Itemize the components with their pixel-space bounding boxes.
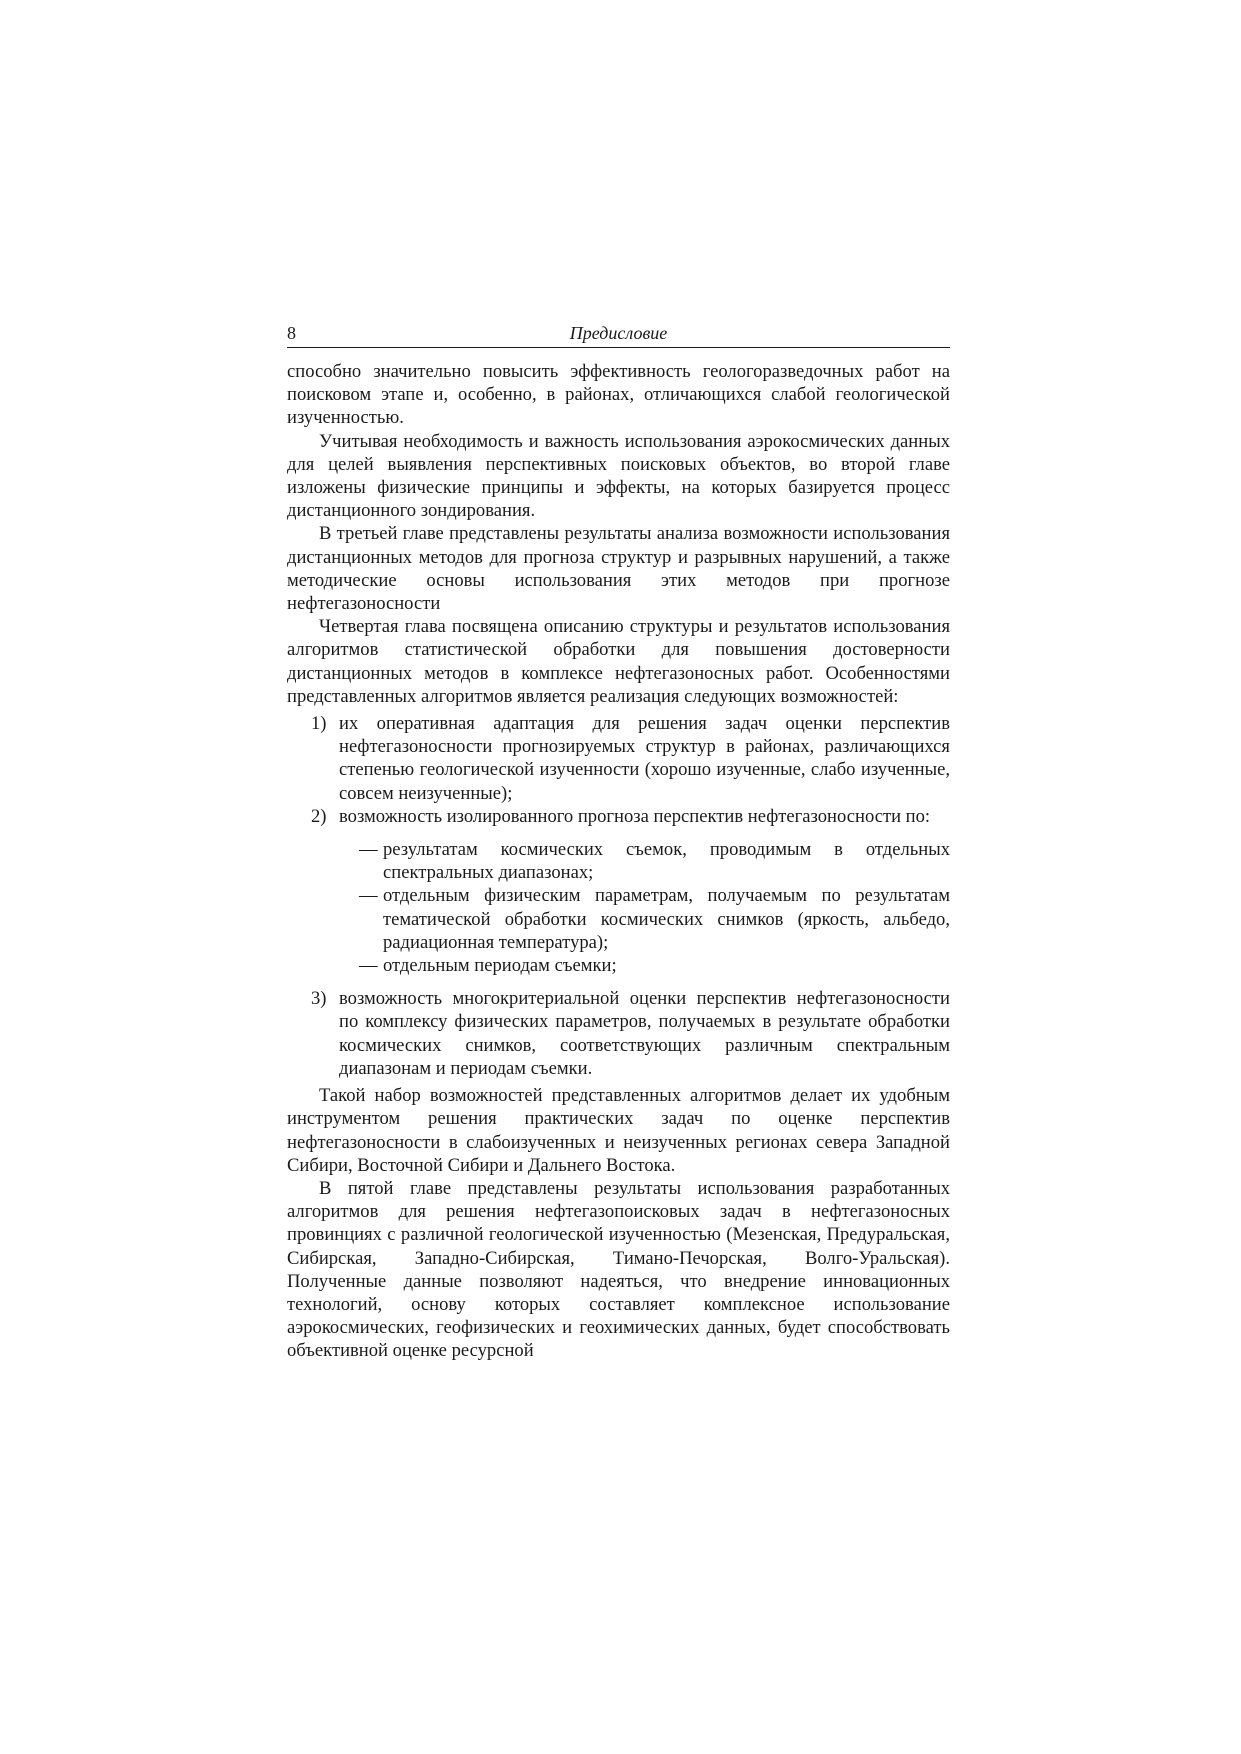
dash-list — [339, 838, 950, 977]
paragraph-2: Учитывая необходимость и важность использования аэрокосмических данных для целей выявления перспективных поисковых объектов, во второй главе изложены физические принципы и эффекты, на которых базируется процесс дистанционного зондирования. — [287, 430, 950, 522]
dash-item-text: отдельным периодам съемки; — [383, 955, 617, 977]
list-item-text: возможность многокритериальной оценки перспектив нефтегазоносности по комплексу физических параметров, получаемых в результате обработки космических снимков, соответствующих различным спектральным диапазонам и периодам съемки. — [339, 988, 950, 1079]
list-marker: 3) — [311, 988, 327, 1010]
list-marker: 2) — [311, 805, 327, 827]
paragraph-4: Четвертая глава посвящена описанию структуры и результатов использования алгоритмов статистической обработки для повышения достоверности дистанционных методов в комплексе нефтегазоносных работ. Особенностями представленных алгоритмов является реализация следующих возможностей: — [287, 616, 950, 707]
dash-marker: — — [359, 885, 378, 907]
list-item — [287, 805, 950, 977]
dash-list-item — [339, 838, 950, 884]
dash-list-item — [339, 954, 950, 977]
page-header — [287, 322, 950, 348]
dash-list-item — [339, 884, 950, 954]
running-title: Предисловие — [569, 323, 668, 343]
dash-marker: — — [359, 839, 378, 861]
list-item-text: возможность изолированного прогноза перспектив нефтегазоносности по: — [339, 805, 931, 827]
dash-marker: — — [359, 955, 378, 977]
paragraph-1: способно значительно повысить эффективность геологоразведочных работ на поисковом этапе и, особенно, в районах, отличающихся слабой геологической изученностью. — [287, 361, 950, 429]
dash-item-text: отдельным физическим параметрам, получаемым по результатам тематической обработки космических снимков (яркость, альбедо, радиационная температура); — [383, 885, 950, 953]
paragraph-3: В третьей главе представлены результаты анализа возможности использования дистанционных методов для прогноза структур и разрывных нарушений, а также методические основы использования этих методов при прогнозе нефтегазоносности — [287, 523, 950, 615]
page-number: 8 — [287, 323, 296, 343]
body-text — [287, 360, 950, 1363]
list-item — [287, 987, 950, 1080]
list-item-text: их оперативная адаптация для решения задач оценки перспектив нефтегазоносности прогнозируемых структур в районах, различающихся степенью геологической изученности (хорошо изученные, слабо изученные, совсем неизученные); — [339, 713, 950, 804]
numbered-list — [287, 712, 950, 1080]
paragraph-6: В пятой главе представлены результаты использования разработанных алгоритмов для решения нефтегазопоисковых задач в нефтегазоносных провинциях с различной геологической изученностью (Мезенская, Предуральская, Сибирская, Западно-Сибирская, Тимано-Печорская, Волго-Уральская). Полученные данные позволяют надеяться, что внедрение инновационных технологий, основу которых составляет комплексное использование аэрокосмических, геофизических и геохимических данных, будет способствовать объективной оценке ресурсной — [287, 1177, 950, 1362]
paragraph-5: Такой набор возможностей представленных алгоритмов делает их удобным инструментом решения практических задач по оценке перспектив нефтегазоносности в слабоизученных и неизученных регионах севера Западной Сибири, Восточной Сибири и Дальнего Востока. — [287, 1085, 950, 1176]
list-item — [287, 712, 950, 805]
dash-item-text: результатам космических съемок, проводимым в отдельных спектральных диапазонах; — [383, 839, 950, 884]
book-page — [287, 322, 950, 1363]
list-marker: 1) — [311, 713, 327, 735]
